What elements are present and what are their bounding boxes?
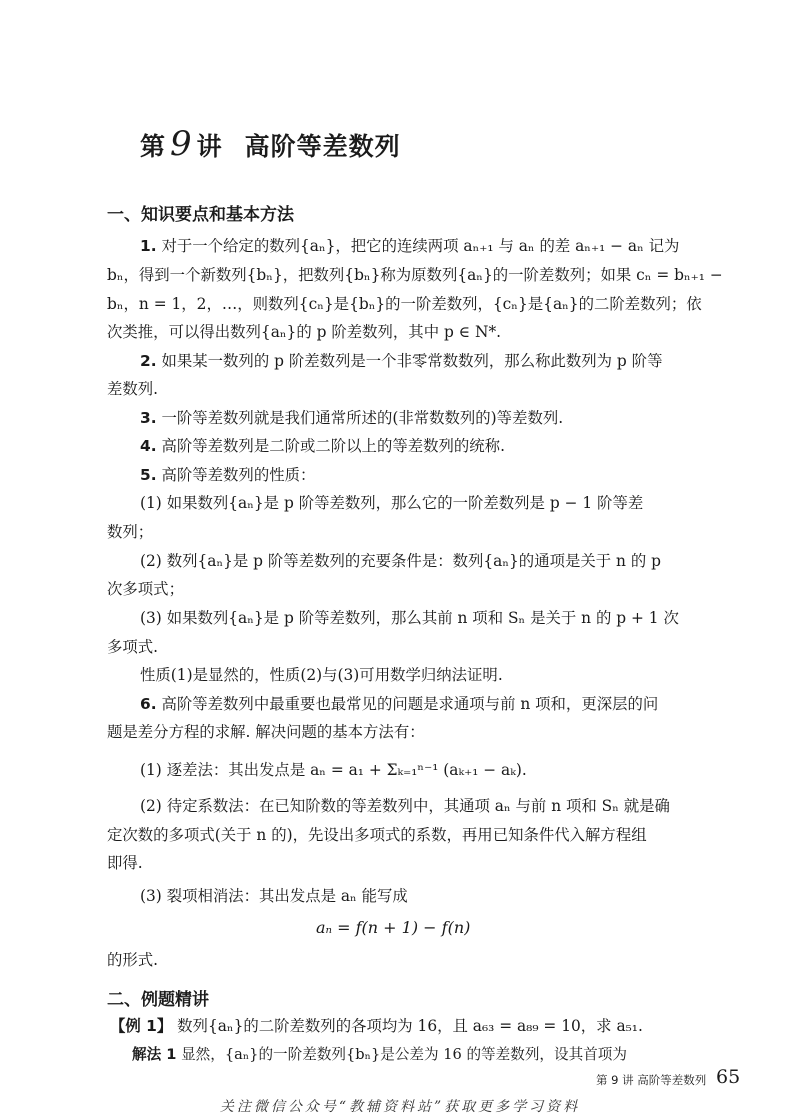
page-number: 65 <box>716 1066 741 1088</box>
paragraph-line: (1) 逐差法：其出发点是 aₙ = a₁ + Σₖ₌₁ⁿ⁻¹ (aₖ₊₁ − aₖ). <box>140 761 527 779</box>
paragraph-line: 次多项式； <box>107 580 184 598</box>
watermark-text: 关注微信公众号“教辅资料站”获取更多学习资料 <box>219 1099 581 1115</box>
example-line: 【例 1】 数列{aₙ}的二阶差数列的各项均为 16，且 a₆₃ = a₈₉ = 10，求 a₅₁. <box>110 1017 643 1035</box>
paragraph-line: 1. 对于一个给定的数列{aₙ}，把它的连续两项 aₙ₊₁ 与 aₙ 的差 aₙ₊₁ − aₙ 记为 <box>140 237 680 255</box>
paragraph-line: 2. 如果某一数列的 p 阶差数列是一个非零常数数列，那么称此数列为 p 阶等 <box>140 352 663 370</box>
chapter-label-pre: 第 <box>140 132 167 161</box>
paragraph-line: 3. 一阶等差数列就是我们通常所述的(非常数数列的)等差数列. <box>140 409 564 427</box>
paragraph-line: 定次数的多项式(关于 n 的)，先设出多项式的系数，再用已知条件代入解方程组 <box>107 826 647 844</box>
paragraph-line: bₙ，得到一个新数列{bₙ}，把数列{bₙ}称为原数列{aₙ}的一阶差数列；如果 cₙ = bₙ₊₁ − <box>107 266 723 284</box>
paragraph-line: 性质(1)是显然的，性质(2)与(3)可用数学归纳法证明. <box>140 666 503 684</box>
paragraph-line: 多项式. <box>107 638 159 656</box>
paragraph-line: (2) 数列{aₙ}是 p 阶等差数列的充要条件是：数列{aₙ}的通项是关于 n 的 p <box>140 552 661 570</box>
paragraph-line: 差数列. <box>107 380 159 398</box>
paragraph-line: 题是差分方程的求解. 解决问题的基本方法有： <box>107 723 425 741</box>
paragraph-line: 6. 高阶等差数列中最重要也最常见的问题是求通项与前 n 项和，更深层的问 <box>140 695 659 713</box>
paragraph-line: 数列； <box>107 523 154 541</box>
chapter-title-text: 高阶等差数列 <box>244 132 401 161</box>
paragraph-line: bₙ，n = 1，2，…，则数列{cₙ}是{bₙ}的一阶差数列，{cₙ}是{aₙ}的二阶差数列；依 <box>107 295 702 313</box>
paragraph-line: (2) 待定系数法：在已知阶数的等差数列中，其通项 aₙ 与前 n 项和 Sₙ 就是确 <box>140 797 670 815</box>
paragraph-line: 的形式. <box>107 951 159 969</box>
paragraph-line: (3) 裂项相消法：其出发点是 aₙ 能写成 <box>140 887 408 905</box>
paragraph-line: (3) 如果数列{aₙ}是 p 阶等差数列，那么其前 n 项和 Sₙ 是关于 n 的 p + 1 次 <box>140 609 679 627</box>
section-heading-1: 一、知识要点和基本方法 <box>107 205 294 225</box>
paragraph-line: 4. 高阶等差数列是二阶或二阶以上的等差数列的统称. <box>140 437 505 455</box>
running-head: 第 9 讲 高阶等差数列 <box>596 1073 707 1087</box>
paragraph-line: 即得. <box>107 854 143 872</box>
paragraph-line: 5. 高阶等差数列的性质： <box>140 466 316 484</box>
chapter-number: 9 <box>170 124 193 164</box>
paragraph-line: (1) 如果数列{aₙ}是 p 阶等差数列，那么它的一阶差数列是 p − 1 阶等差 <box>140 494 644 512</box>
display-formula: aₙ = f(n + 1) − f(n) <box>316 918 471 937</box>
chapter-label-post: 讲 <box>196 132 223 161</box>
paragraph-line: 次类推，可以得出数列{aₙ}的 p 阶差数列，其中 p ∈ N*. <box>107 323 502 341</box>
chapter-title <box>140 124 401 164</box>
solution-line: 解法 1 显然，{aₙ}的一阶差数列{bₙ}是公差为 16 的等差数列，设其首项为 <box>132 1046 627 1063</box>
section-heading-2: 二、例题精讲 <box>107 990 209 1010</box>
